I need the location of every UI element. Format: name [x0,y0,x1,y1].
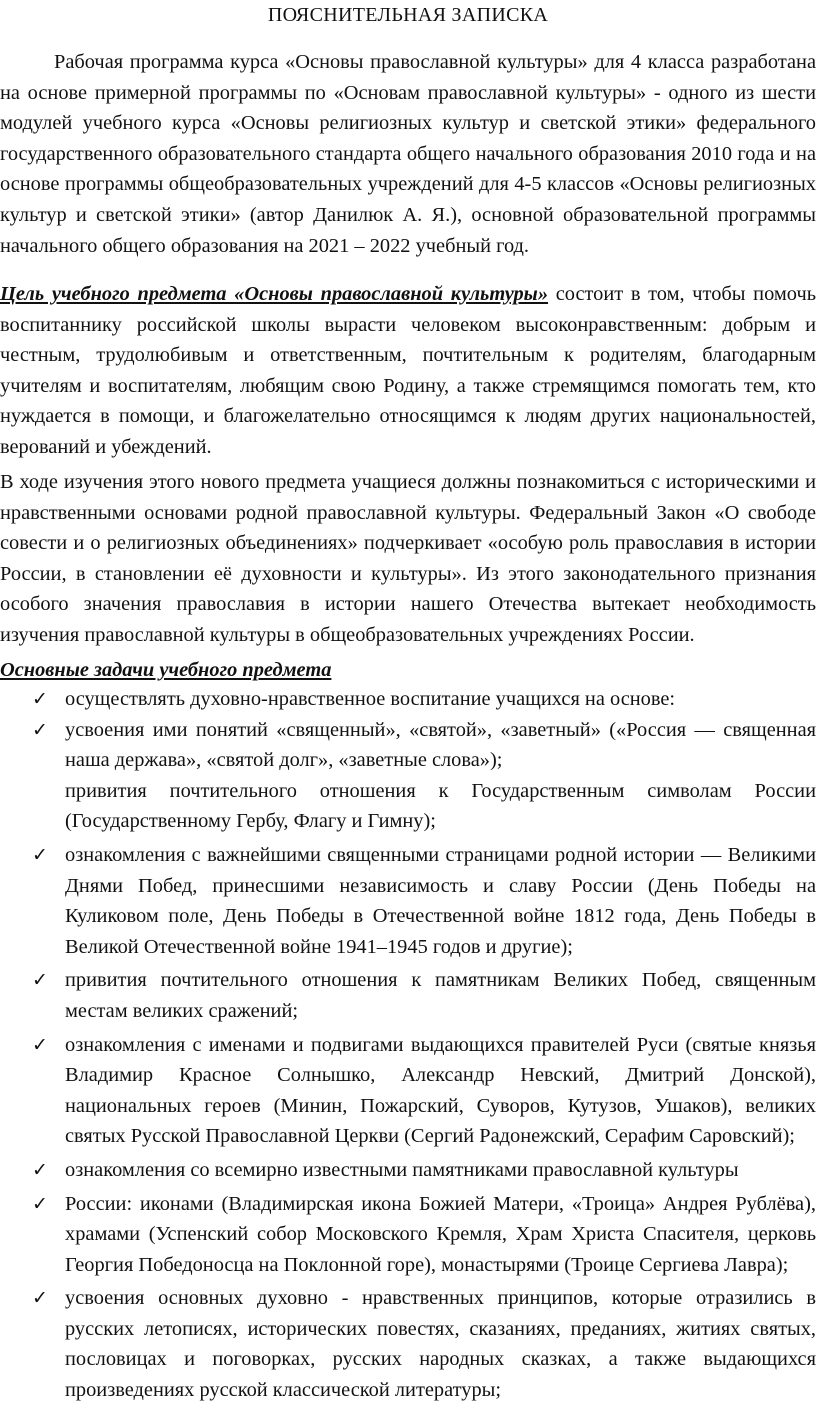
task-item [0,1283,816,1405]
task-item [0,1030,816,1152]
task-text: усвоения основных духовно - нравственных принципов, которые отразились в русских летописях, исторических повестях, сказаниях, преданиях, житиях святых, пословицах и поговорках, русских народных сказках, а также выдающихся произведениях русской классической литературы; [65,1287,816,1402]
task-item [0,840,816,962]
task-text: осуществлять духовно-нравственное воспитание учащихся на основе: [65,688,676,710]
goal-paragraph [0,279,816,463]
task-item [0,1155,816,1186]
page-title: ПОЯСНИТЕЛЬНАЯ ЗАПИСКА [267,4,549,26]
task-item [0,965,816,1026]
task-text: усвоения ими понятий «священный», «святой», «заветный» («Россия — священная наша держава», «святой долг», «заветные слова»); [65,718,816,772]
check-mark-icon: ✓ [32,1287,48,1310]
task-text: ознакомления с именами и подвигами выдающихся правителей Руси (святые князья Владимир Красное Солнышко, Александр Невский, Дмитрий Донской), национальных героев (Минин, Пожарский, Суворов, Кутузов, Ушаков), великих святых Русской Православной Церкви (Сергий Радонежский, Серафим Саровский); [65,1033,816,1148]
check-mark-icon: ✓ [32,1158,48,1181]
goal-text: состоит в том, чтобы помочь воспитаннику российской школы вырасти человеком высоконравственным: добрым и честным, трудолюбивым и ответственным, почтительным к родителям, благодарным учителям и воспитателям, любящим свою Родину, а также стремящимся помогать тем, кто нуждается в помощи, и благожелательно относящимся к людям других национальностей, верований и убеждений. [0,283,816,458]
check-mark-icon: ✓ [32,969,48,992]
task-text: ознакомления со всемирно известными памятниками православной культуры [65,1158,739,1181]
task-item [0,715,816,776]
task-text: привития почтительного отношения к памятникам Великих Побед, священным местам великих сражений; [65,969,816,1022]
intro-paragraph [0,47,816,261]
tasks-heading: Основные задачи учебного предмета [0,659,332,681]
course-paragraph: В ходе изучения этого нового предмета учащиеся должны познакомиться с историческими и нравственными основами родной православной культуры. Федеральный Закон «О свободе совести и о религиозных объединениях» подчеркивает «особую роль православия в истории России, в становлении её духовности и культуры». Из этого законодательного признания особого значения православия в истории нашего Отечества вытекает необходимость изучения православной культуры в общеобразовательных учреждениях России. [0,471,816,646]
goal-heading: Цель учебного предмета «Основы православной культуры» [0,283,549,305]
check-mark-icon: ✓ [32,1192,48,1215]
task-text: привития почтительного отношения к Государственным символам России (Государственному Гербу, Флагу и Гимну); [65,779,816,833]
check-mark-icon: ✓ [32,843,48,866]
intro-text: Рабочая программа курса «Основы православной культуры» для 4 класса разработана на основе примерной программы по «Основам православной культуры» - одного из шести модулей учебного курса «Основы религиозных культур и светской этики» федерального государственного образовательного стандарта общего начального образования 2010 года и на основе программы общеобразовательных учреждений для 4-5 классов «Основы религиозных культур и светской этики» (автор Данилюк А. Я.), основной образовательной программы начального общего образования на 2021 – 2022 учебный год. [0,51,816,257]
check-mark-icon: ✓ [32,1033,48,1056]
task-item [0,684,816,715]
tasks-list [0,684,816,1406]
check-mark-icon: ✓ [32,718,48,741]
task-item [0,776,816,837]
task-text: России: иконами (Владимирская икона Божией Матери, «Троица» Андрея Рублёва), храмами (Успенский собор Московского Кремля, Храм Христа Спасителя, церковь Георгия Победоносца на Поклонной горе), монастырями (Троице Сергиева Лавра); [65,1192,816,1276]
check-mark-icon: ✓ [32,688,48,710]
task-item [0,1189,816,1281]
task-text: ознакомления с важнейшими священными страницами родной истории — Великими Днями Побед, принесшими независимость и славу России (День Победы на Куликовом поле, День Победы в Отечественной войне 1812 года, День Победы в Великой Отечественной войне 1941–1945 годов и другие); [65,843,816,958]
